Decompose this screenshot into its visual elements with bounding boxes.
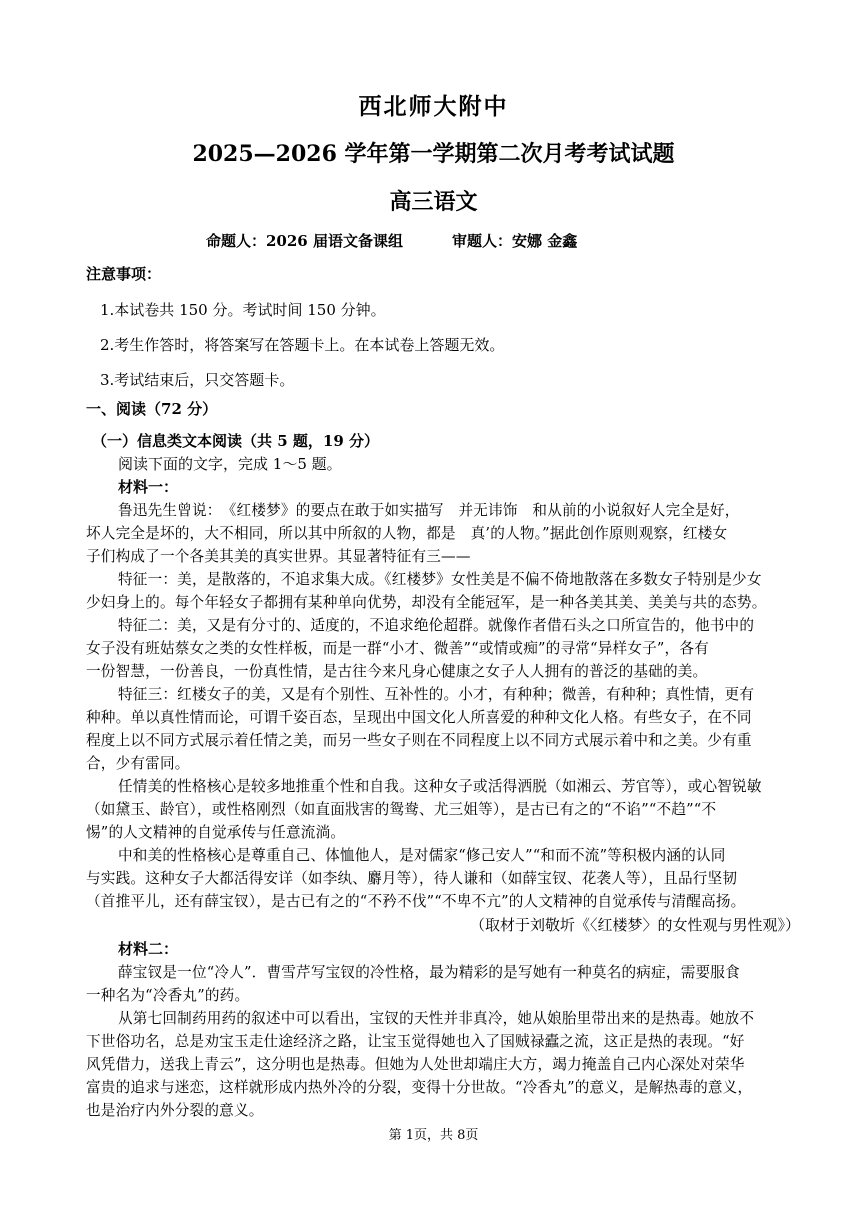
paragraph-line: 合，少有雷同。 (86, 755, 190, 772)
paragraph-line: 少妇身上的。每个年轻女子都拥有某种单向优势，却没有全能冠军，是一种各美其美、美美与共的态势。 (86, 594, 767, 611)
paragraph-line: 特征二：美，又是有分寸的、适度的，不追求绝伦超群。就像作者借石头之口所宣告的，他书中的 (118, 617, 755, 634)
paragraph-line: 女子没有班姑蔡女之类的女性样板，而是一群“小才、微善”“或情或痴”的寻常“异样女子”，各有 (86, 640, 709, 657)
material-label: 材料二： (118, 940, 179, 958)
paragraph-line: 子们构成了一个各美其美的真实世界。其显著特征有三—— (86, 548, 471, 565)
paragraph-line: 富贵的追求与迷恋，这样就形成内热外冷的分裂，变得十分世故。“冷香丸”的意义，是解热毒的意义， (86, 1079, 753, 1096)
paragraph-line: 坏人完全是坏的，大不相同，所以其中所叙的人物，都是 真’的人物。”据此创作原则观察，红楼女 (86, 525, 728, 542)
notice-item: 1.本试卷共 150 分。考试时间 150 分钟。 (100, 301, 386, 319)
school-name: 西北师大附中 (358, 93, 509, 120)
material-label: 材料一： (118, 478, 179, 496)
paragraph-line: （如黛玉、龄官），或性格刚烈（如直面戕害的鸳鸯、尤三姐等），是古已有之的“不谄”“不趋”“不 (86, 801, 717, 818)
paragraph-line: 任情美的性格核心是较多地推重个性和自我。这种女子或活得洒脱（如湘云、芳官等），或心智锐敏 (118, 778, 762, 795)
subject-title: 高三语文 (389, 189, 478, 215)
setter-line: 命题人：2026 届语文备课组 (206, 232, 403, 250)
paragraph-line: 鲁迅先生曾说： 《红楼梦》的要点在敢于如实描写 并无讳饰 和从前的小说叙好人完全是好， (118, 502, 740, 519)
notice-item: 3.考试结束后，只交答题卡。 (100, 371, 295, 389)
paragraph-line: 下世俗功名，总是劝宝玉走仕途经济之路，让宝玉觉得她也入了国贼禄蠹之流，这正是热的表现。“好 (86, 1033, 745, 1050)
page-number: 第 1页，共 8页 (388, 1128, 479, 1143)
paragraph-line: 程度上以不同方式展示着任情之美，而另一些女子则在不同程度上以不同方式展示着中和之美。少有重 (86, 732, 752, 749)
paragraph-line: 特征一：美，是散落的，不追求集大成。《红楼梦》女性美是不偏不倚地散落在多数女子特别是少女 (118, 571, 762, 588)
paragraph-line: 一种名为“冷香丸”的药。 (86, 987, 250, 1004)
paragraph-line: 从第七回制药用药的叙述中可以看出，宝钗的天性并非真冷，她从娘胎里带出来的是热毒。她放不 (118, 1010, 755, 1027)
paragraph-line: 也是治疗内外分裂的意义。 (86, 1102, 264, 1119)
instruction: 阅读下面的文字，完成 1～5 题。 (118, 455, 342, 473)
paragraph-line: 与实践。这种女子大都活得安详（如李纨、麝月等），待人谦和（如薛宝钗、花袭人等），且品行坚韧 (86, 870, 738, 887)
source-citation: （取材于刘敬圻《〈红楼梦〉的女性观与男性观》） (470, 916, 801, 934)
reviewer-line: 审题人：安娜 金鑫 (452, 232, 578, 250)
paragraph-line: 种种。单以真性情而论，可谓千姿百态，呈现出中国文化人所喜爱的种种文化人格。有些女子，在不同 (86, 709, 752, 726)
paragraph-line: 惕”的人文精神的自觉承传与任意流淌。 (86, 824, 346, 841)
paragraph-line: 中和美的性格核心是尊重自己、体恤他人，是对儒家“修己安人”“和而不流”等积极内涵的认同 (118, 847, 726, 864)
notice-heading: 注意事项： (86, 265, 162, 283)
section-heading: 一、阅读（72 分） (86, 400, 218, 418)
paragraph-line: 风凭借力，送我上青云”，这分明也是热毒。但她为人处世却端庄大方，竭力掩盖自己内心深处对荣华 (86, 1056, 745, 1073)
notice-item: 2.考生作答时，将答案写在答题卡上。在本试卷上答题无效。 (100, 336, 505, 354)
paragraph-line: （首推平儿，还有薛宝钗），是古已有之的“不矜不伐”“不卑不亢”的人文精神的自觉承传与清醒高扬。 (86, 893, 746, 910)
paragraph-line: 薛宝钗是一位“冷人”．曹雪芹写宝钗的冷性格，最为精彩的是写她有一种莫名的病症，需要服食 (118, 964, 740, 981)
paragraph-line: 一份智慧，一份善良，一份真性情，是古往今来凡身心健康之女子人人拥有的普泛的基础的美。 (86, 663, 708, 680)
exam-title: 2025—2026 学年第一学期第二次月考考试试题 (192, 141, 675, 167)
paragraph-line: 特征三：红楼女子的美，又是有个别性、互补性的。小才，有种种；微善，有种种；真性情，更有 (118, 686, 755, 703)
subsection-heading: （一）信息类文本阅读（共 5 题，19 分） (92, 432, 379, 450)
